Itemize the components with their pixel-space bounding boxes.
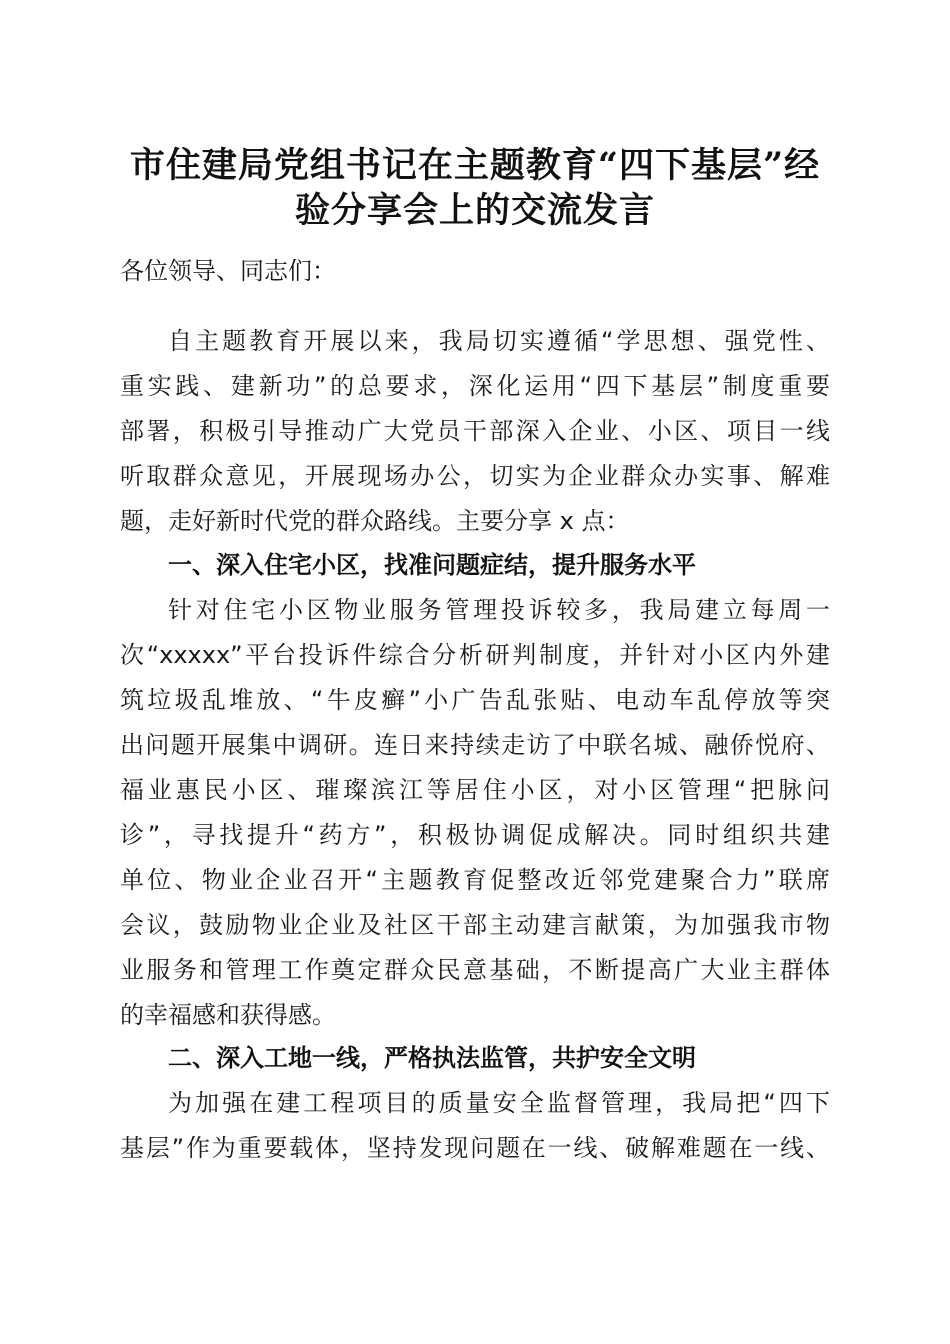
intro-line-5: 题，走好新时代党的群众路线。主要分享 x 点： bbox=[120, 507, 630, 535]
section-1-line-9: 业服务和管理工作奠定群众民意基础，不断提高广大业主群体 bbox=[120, 956, 830, 984]
document-title-line-1: 市住建局党组书记在主题教育“四下基层”经 bbox=[129, 145, 821, 186]
section-2-line-1: 为加强在建工程项目的质量安全监督管理，我局把“四下 bbox=[168, 1089, 830, 1117]
section-2-heading: 二、深入工地一线，严格执法监管，共护安全文明 bbox=[168, 1044, 696, 1072]
salutation: 各位领导、同志们： bbox=[120, 257, 336, 285]
section-1-line-10: 的幸福感和获得感。 bbox=[120, 1001, 336, 1029]
section-1-line-5: 福业惠民小区、璀璨滨江等居住小区，对小区管理“把脉问 bbox=[120, 776, 830, 804]
intro-line-4: 听取群众意见，开展现场办公，切实为企业群众办实事、解难 bbox=[120, 462, 830, 490]
intro-line-1: 自主题教育开展以来，我局切实遵循“学思想、强党性、 bbox=[168, 327, 830, 355]
document-title-line-2: 验分享会上的交流发言 bbox=[294, 190, 655, 231]
section-1-line-1: 针对住宅小区物业服务管理投诉较多，我局建立每周一 bbox=[168, 596, 830, 624]
section-2-line-2: 基层”作为重要载体，坚持发现问题在一线、破解难题在一线、 bbox=[120, 1134, 830, 1162]
section-1-line-3: 筑垃圾乱堆放、“牛皮癣”小广告乱张贴、电动车乱停放等突 bbox=[120, 686, 830, 714]
section-1-line-8: 会议，鼓励物业企业及社区干部主动建言献策，为加强我市物 bbox=[120, 911, 830, 939]
section-1-line-7: 单位、物业企业召开“主题教育促整改近邻党建聚合力”联席 bbox=[120, 866, 830, 894]
section-1-line-2: 次“xxxxx”平台投诉件综合分析研判制度，并针对小区内外建 bbox=[120, 641, 830, 669]
section-1-heading: 一、深入住宅小区，找准问题症结，提升服务水平 bbox=[168, 551, 696, 579]
section-1-line-6: 诊”，寻找提升“药方”，积极协调促成解决。同时组织共建 bbox=[120, 821, 830, 849]
section-1-line-4: 出问题开展集中调研。连日来持续走访了中联名城、融侨悦府、 bbox=[120, 731, 830, 759]
intro-line-3: 部署，积极引导推动广大党员干部深入企业、小区、项目一线 bbox=[120, 417, 830, 445]
intro-line-2: 重实践、建新功”的总要求，深化运用“四下基层”制度重要 bbox=[120, 372, 830, 400]
